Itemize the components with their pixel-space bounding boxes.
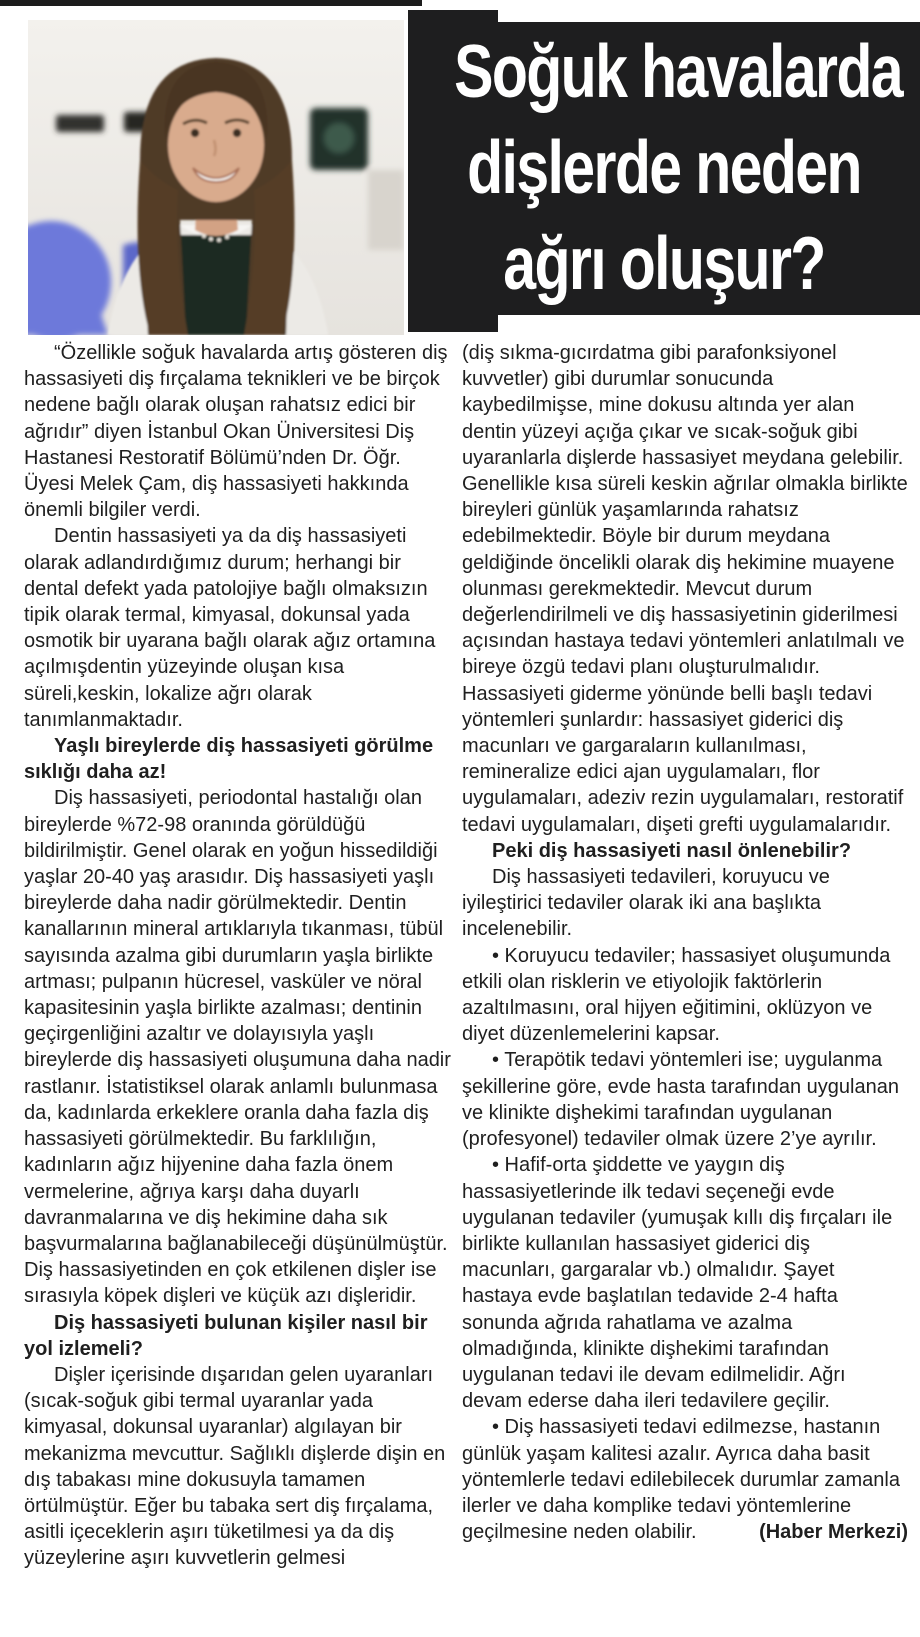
paragraph: • Diş hassasiyeti tedavi edilmezse, hastanın günlük yaşam kalitesi azalır. Ayrıca daha basit yöntemlerle tedavi edilebilecek durumlar zamanla ilerler ve daha komplike tedavi yöntemlerine geçilmesine neden olabilir. (Haber Merkezi) bbox=[462, 1414, 908, 1545]
paragraph: Dentin hassasiyeti ya da diş hassasiyeti olarak adlandırdığımız durum; herhangi bir dental defekt yada patolojiye bağlı olmaksızın tipik olarak termal, kimyasal, dokunsal yada osmotik bir uyarana bağlı olarak ağız ortamına açılmışdentin yüzeyinde oluşan kısa süreli,keskin, lokalize ağrı olarak tanımlanmaktadır. bbox=[24, 525, 436, 731]
subheading: Yaşlı bireylerde diş hassasiyeti görülme sıklığı daha az! bbox=[24, 735, 434, 784]
subheading: Diş hassasiyeti bulunan kişiler nasıl bir yol izlemeli? bbox=[24, 1311, 428, 1360]
headline-line-3: ağrı oluşur? bbox=[503, 222, 825, 306]
headline-line-2: dişlerde neden bbox=[467, 126, 861, 210]
article-photo bbox=[28, 20, 404, 335]
dentist-portrait-illustration bbox=[28, 20, 404, 335]
headline-line-1: Soğuk havalarda bbox=[454, 30, 902, 114]
headline bbox=[408, 24, 920, 312]
paragraph: Diş hassasiyeti, periodontal hastalığı olan bireylerde %72-98 oranında görüldüğü bildirilmiştir. Genel olarak en yoğun hissedildiği yaşlar 20-40 yaş arasıdır. Diş hassasiyeti yaşlı bireylerde daha nadir görülmektedir. Dentin kanallarının mineral artıklarıyla tıkanması, tübül sayısında azalma gibi durumların yaşla birlikte artması; pulpanın hücresel, vasküler ve nöral kapasitesinin yaşla birlikte azalması; dentinin geçirgenliğini azaltır ve dolayısıyla yaşlı bireylerde diş hassasiyeti oluşumuna daha nadir rastlanır. İstatistiksel olarak anlamlı bulunmasa da, kadınlarda erkeklere oranla daha fazla diş hassasiyeti görülmektedir. Bu farklılığın, kadınların ağız hijyenine daha fazla önem vermelerine, ağrıya karşı daha duyarlı davranmalarına ve diş hekimine daha sık başvurmalarına bağlanabileceği düşünülmüştür. Diş hassasiyetinden en çok etkilenen dişler ise sırasıyla köpek dişleri ve küçük azı dişleridir. bbox=[24, 787, 451, 1308]
paragraph: Dişler içerisinde dışarıdan gelen uyaranları (sıcak-soğuk gibi termal uyaranlar yada kimyasal, dokunsal uyaranlar) algılayan bir mekanizma mevcuttur. Sağlıklı dişlerde dişin en dış tabakası mine dokusuyla tamamen örtülmüştür. Eğer bu tabaka sert diş fırçalama, asitli içeceklerin aşırı tüketilmesi ya da diş yüzeylerine aşırı kuvvetlerin gelmesi bbox=[24, 1363, 446, 1570]
paragraph: • Koruyucu tedaviler; hassasiyet oluşumunda etkili olan risklerin ve etiyolojik faktörlerin azaltılmasını, oral hijyen eğitimini, oklüzyon ve diyet düzenlemelerini kapsar. bbox=[462, 944, 891, 1046]
headline-block bbox=[408, 10, 920, 332]
paragraph: • Hafif-orta şiddette ve yaygın diş hassasiyetlerinde ilk tedavi seçeneği evde uygulanan tedaviler (yumuşak kıllı diş fırçaları ile birlikte kullanılan hassasiyet giderici diş macunları, gargaralar vb.) olmalıdır. Şayet hastaya evde başlatılan tedavide 2-4 hafta sonunda ağrıda rahatlama ve azalma olmadığında, klinikte dişhekimi tarafından uygulanan tedavi ile devam edilmelidir. Ağrı devam ederse daha ileri tedavilere geçilir. bbox=[462, 1154, 893, 1413]
body-column-right bbox=[462, 340, 908, 1545]
subheading: Peki diş hassasiyeti nasıl önlenebilir? bbox=[492, 839, 852, 862]
byline: (Haber Merkezi) bbox=[759, 1521, 908, 1544]
paragraph: • Terapötik tedavi yöntemleri ise; uygulanma şekillerine göre, evde hasta tarafından uygulanan ve klinikte dişhekimi tarafından uygulanan (profesyonel) tedaviler olmak üzere 2’ye ayrılır. bbox=[462, 1049, 899, 1151]
body-column-left bbox=[24, 340, 454, 1572]
scan-edge-strip bbox=[0, 0, 422, 6]
paragraph: “Özellikle soğuk havalarda artış gösteren diş hassasiyeti diş fırçalama teknikleri ve be birçok nedene bağlı olarak oluşan rahatsız edici bir ağrıdır” diyen İstanbul Okan Üniversitesi Diş Hastanesi Restoratif Bölümü’nden Dr. Öğr. Üyesi Melek Çam, diş hassasiyeti hakkında önemli bilgiler verdi. bbox=[24, 342, 448, 522]
paragraph: (diş sıkma-gıcırdatma gibi parafonksiyonel kuvvetler) gibi durumlar sonucunda kaybedilmişse, mine dokusu altında yer alan dentin yüzeyi açığa çıkar ve sıcak-soğuk gibi uyaranlarla dişlerde hassasiyet meydana gelebilir. Genellikle kısa süreli keskin ağrılar olmakla birlikte bireyleri günlük yaşamlarında rahatsız edebilmektedir. Böyle bir durum meydana geldiğinde öncelikli olarak diş hekimine muayene olunması gerekmektedir. Mevcut durum değerlendirilmeli ve diş hassasiyetinin giderilmesi açısından hastaya tedavi yöntemleri anlatılmalı ve bireye özgü tedavi planı oluşturulmalıdır. Hassasiyeti giderme yönünde belli başlı tedavi yöntemleri şunlardır: hassasiyet giderici diş macunları ve gargaraların kullanılması, remineralize edici ajan uygulamaları, flor uygulamaları, adeziv rezin uygulamaları, restoratif tedavi uygulamaları, dişeti grefti uygulamalarıdır. bbox=[462, 342, 908, 836]
paragraph: Diş hassasiyeti tedavileri, koruyucu ve iyileştirici tedaviler olarak iki ana başlıkta incelenebilir. bbox=[462, 866, 830, 941]
